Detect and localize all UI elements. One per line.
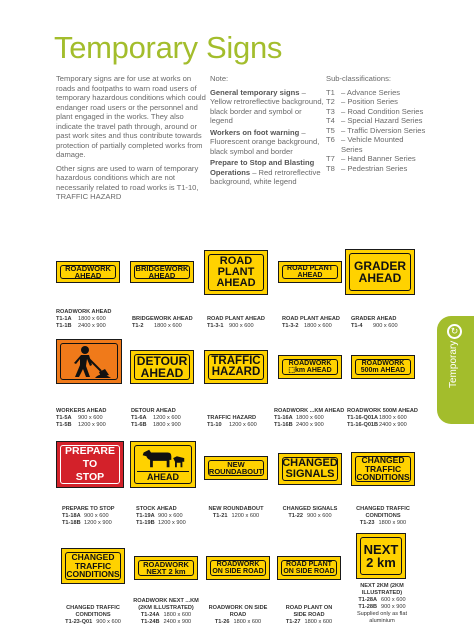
sign-caption <box>56 309 126 330</box>
note-block-text: – Yellow retroreflective background, black border and symbol or legend <box>210 87 324 125</box>
sign-legend: CHANGED SIGNALS <box>282 457 338 480</box>
sign-size: 900 x 600 <box>84 513 109 519</box>
sign-legend: ROADWORK AHEAD <box>60 265 116 279</box>
sign-caption-title: NEW ROUNDABOUT <box>208 506 264 512</box>
sign-caption-title: CHANGED SIGNALS <box>282 506 338 512</box>
sign-code: T1-22 <box>288 513 304 519</box>
sign-legend: ROADWORK 500m AHEAD <box>355 359 411 375</box>
sign-roadwork-km-ahead <box>278 355 342 379</box>
sign-caption <box>130 598 202 626</box>
sign-size: 900 x 600 <box>307 513 332 519</box>
sign-caption-title: ROADWORK ON SIDE ROAD <box>208 605 268 618</box>
sign-size: 900 x 600 <box>373 323 398 329</box>
note-block <box>210 88 325 126</box>
sign-caption-row <box>56 323 126 330</box>
sign-changed-traffic-conditions-small <box>61 548 125 584</box>
sign-caption <box>62 506 132 527</box>
intro-paragraph: Temporary signs are for use at works on roads and footpaths to warn road users of temporary hazardous conditions which could endanger road users or the personnel and plant engaged in the works. They also indicate the travel path through, around or past work sites and thus contribute towards protection of partially completed works from damage. <box>56 74 206 159</box>
sign-code: T1-28A <box>358 597 378 603</box>
sign-size: 900 x 600 <box>229 323 254 329</box>
subclassification-item <box>326 97 426 107</box>
subclassification-code: T3 <box>326 106 335 116</box>
sign-size: 900 x 600 <box>96 619 121 625</box>
sign-code: T1-23-Q01 <box>65 619 93 625</box>
sign-code: T1-23 <box>359 520 375 526</box>
sign-size: 1800 x 600 <box>154 323 182 329</box>
sign-caption-title: ROADWORK NEXT ...KM (2KM ILLUSTRATED) <box>133 598 199 611</box>
sign-road-plant-on-side-road <box>277 556 341 580</box>
subclassification-text: – Road Condition Series <box>341 106 424 116</box>
sign-size: 2400 x 900 <box>78 323 106 329</box>
sign-size: 1200 x 900 <box>158 520 186 526</box>
sign-prepare-to-stop <box>56 441 124 488</box>
sign-size: 1800 x 600 <box>379 415 407 421</box>
intro-paragraph: Other signs are used to warn of temporary hazardous conditions which are not necessarily related to road works is T1-10, TRAFFIC HAZARD <box>56 163 199 201</box>
subclassification-heading: Sub-classifications: <box>326 74 391 83</box>
sign-caption-row <box>56 415 126 422</box>
sign-caption-row <box>62 513 132 520</box>
sign-size: 1800 x 600 <box>304 619 333 625</box>
sign-caption-row <box>131 422 201 429</box>
sign-caption-row <box>136 520 206 527</box>
sign-size: 1800 x 600 <box>78 316 106 322</box>
sign-new-roundabout <box>204 456 268 480</box>
sign-changed-traffic-conditions <box>351 452 415 486</box>
sign-caption <box>351 316 421 330</box>
sign-stock-ahead <box>130 441 196 488</box>
subclassification-code: T7 <box>326 154 335 163</box>
sign-caption-title: STOCK AHEAD <box>136 506 177 512</box>
sign-caption-row <box>130 612 202 619</box>
sign-size: 2400 x 900 <box>163 619 192 625</box>
sign-caption-row <box>351 323 421 330</box>
subclassification-item <box>326 107 426 117</box>
sign-legend: CHANGED TRAFFIC CONDITIONS <box>66 552 120 580</box>
sign-caption <box>207 415 277 429</box>
sign-caption-row <box>274 415 349 422</box>
sign-caption-row <box>351 597 413 604</box>
subclassification-text: – Traffic Diversion Series <box>341 125 426 135</box>
sign-caption-title: NEXT 2KM (2KM ILLUSTRATED) <box>360 583 404 596</box>
sign-caption-row <box>56 316 126 323</box>
sign-legend: ROADWORK NEXT 2 km <box>138 560 194 576</box>
sign-size: 1800 x 600 <box>304 323 332 329</box>
sign-caption-title: TRAFFIC HAZARD <box>207 415 257 421</box>
temporary-icon: ↻ <box>447 324 462 339</box>
note-block-title: General temporary signs <box>210 87 300 97</box>
sign-caption-row <box>280 513 340 520</box>
sign-caption-row <box>282 323 352 330</box>
sign-caption-row <box>58 619 128 626</box>
sign-caption <box>347 408 425 429</box>
subclassification-list <box>326 74 426 173</box>
sign-legend: ROAD PLANT AHEAD <box>282 265 338 279</box>
sign-caption-row <box>208 619 268 626</box>
sign-legend: NEXT 2 km <box>360 537 402 575</box>
sign-caption <box>208 605 268 626</box>
sign-next-km <box>356 533 406 579</box>
sign-code: T1-1B <box>56 323 72 329</box>
sign-caption-row <box>347 422 425 429</box>
sign-caption-row <box>347 415 425 422</box>
sign-caption <box>132 316 202 330</box>
sign-traffic-hazard <box>204 350 268 384</box>
sign-caption <box>207 316 277 330</box>
sign-code: T1-16-Q01B <box>347 422 379 428</box>
note-block <box>210 128 325 157</box>
sign-detour-ahead <box>130 350 194 384</box>
sign-caption-title: DETOUR AHEAD <box>131 408 176 414</box>
subclassification-code: T6 <box>326 135 335 144</box>
subclassification-text: – Pedestrian Series <box>341 163 408 173</box>
note-block <box>210 158 325 187</box>
sign-code: T1-27 <box>285 619 301 625</box>
subclassification-code: T8 <box>326 163 335 173</box>
sign-size: 1800 x 600 <box>296 415 324 421</box>
sign-caption <box>58 605 128 626</box>
sign-caption <box>282 316 352 330</box>
sign-roadwork-500m-ahead <box>351 355 415 379</box>
intro-text <box>56 74 206 206</box>
sign-size: 1200 x 600 <box>231 513 260 519</box>
note-block-title: Prepare to Stop and Blasting Operations <box>210 158 315 177</box>
sign-caption-row <box>136 513 206 520</box>
section-tab[interactable] <box>437 316 474 424</box>
sign-caption-title: ROADWORK ...KM AHEAD <box>274 408 345 414</box>
note-block-text: – Fluorescent orange background, black symbol and border <box>210 127 320 156</box>
sign-caption-row <box>131 415 201 422</box>
sign-caption-title: ROAD PLANT AHEAD <box>207 316 265 322</box>
sign-legend: TRAFFIC HAZARD <box>208 354 264 380</box>
subclassification-text: – Hand Banner Series <box>341 154 416 163</box>
sign-legend: DETOUR AHEAD <box>134 354 190 380</box>
sign-legend: GRADER AHEAD <box>349 253 411 291</box>
sign-legend: CHANGED TRAFFIC CONDITIONS <box>356 455 410 483</box>
sign-roadwork-ahead <box>56 261 120 283</box>
sign-code: T1-5B <box>56 422 72 428</box>
sign-caption <box>136 506 206 527</box>
sign-road-plant-ahead-wide <box>278 261 342 283</box>
sign-roadwork-next-km <box>134 556 198 580</box>
sign-code: T1-16-Q01A <box>347 415 379 421</box>
sign-caption <box>280 506 340 520</box>
sign-code: T1-21 <box>212 513 228 519</box>
sign-caption-title: WORKERS AHEAD <box>56 408 107 414</box>
sign-grader-ahead <box>345 249 415 295</box>
subclassification-code: T2 <box>326 97 335 106</box>
subclassification-code: T5 <box>326 125 335 135</box>
sign-legend: AHEAD <box>137 471 189 482</box>
sign-size: 1800 x 900 <box>378 520 407 526</box>
note-block-title: Workers on foot warning <box>210 127 300 137</box>
sign-caption-title: ROAD PLANT AHEAD <box>282 316 340 322</box>
sign-caption <box>206 506 266 520</box>
sign-size: 900 x 600 <box>158 513 183 519</box>
sign-size: 600 x 600 <box>381 597 406 603</box>
sign-code: T1-18A <box>62 513 81 519</box>
sign-size: 2400 x 900 <box>296 422 324 428</box>
sign-caption-row <box>351 604 413 611</box>
sign-code: T1-24B <box>140 619 160 625</box>
sign-legend: NEW ROUNDABOUT <box>208 459 264 476</box>
sign-caption-title: ROAD PLANT ON SIDE ROAD <box>285 605 333 618</box>
sign-size: 1200 x 600 <box>229 422 257 428</box>
sign-caption-row <box>207 422 277 429</box>
workers-symbol <box>60 343 118 380</box>
sign-code: T1-10 <box>207 422 222 428</box>
sign-code: T1-19A <box>136 513 155 519</box>
subclassification-text: – Position Series <box>341 97 398 106</box>
sign-code: T1-3-2 <box>282 323 299 329</box>
cow-and-calf-icon <box>138 447 188 471</box>
sign-caption-row <box>207 323 277 330</box>
sign-caption <box>274 408 349 429</box>
sign-caption-title: CHANGED TRAFFIC CONDITIONS <box>66 605 120 618</box>
sign-roadwork-on-side-road <box>206 556 270 580</box>
subclassification-item <box>326 135 426 154</box>
sign-size: 1200 x 600 <box>153 415 181 421</box>
subclassification-code: T4 <box>326 116 335 125</box>
subclassification-item <box>326 126 426 136</box>
sign-code: T1-4 <box>351 323 363 329</box>
sign-legend: PREPARE TO STOP <box>60 445 120 484</box>
sign-caption-row <box>132 323 202 330</box>
sign-caption <box>348 506 418 527</box>
subclassification-code: T1 <box>326 87 335 97</box>
sign-caption-row <box>130 619 202 626</box>
subclassification-item <box>326 116 426 126</box>
sign-caption-row <box>206 513 266 520</box>
note-heading: Note: <box>210 74 229 83</box>
sign-code: T1-5A <box>56 415 72 421</box>
sign-caption-title: BRIDGEWORK AHEAD <box>132 316 193 322</box>
sign-code: T1-3-1 <box>207 323 224 329</box>
sign-legend: BRIDGEWORK AHEAD <box>135 263 189 280</box>
sign-code: T1-24A <box>140 612 160 618</box>
page-title: Temporary Signs <box>54 30 283 65</box>
sign-caption <box>279 605 339 626</box>
sign-caption-row <box>279 619 339 626</box>
stock-panel <box>134 445 192 484</box>
sign-bridgework-ahead <box>130 261 194 283</box>
sign-changed-signals <box>278 453 342 485</box>
sign-caption-row <box>56 422 126 429</box>
subclassification-text: – Advance Series <box>341 87 401 97</box>
subclassification-text: – Special Hazard Series <box>341 116 423 125</box>
sign-code: T1-6A <box>131 415 147 421</box>
sign-legend: ROAD PLANT ON SIDE ROAD <box>281 560 337 576</box>
sign-code: T1-16A <box>274 415 293 421</box>
subclassification-item <box>326 88 426 98</box>
subclassification-item <box>326 164 426 174</box>
sign-code: T1-28B <box>358 604 378 610</box>
sign-caption <box>131 408 201 429</box>
subclassification-item <box>326 154 426 164</box>
sign-caption <box>56 408 126 429</box>
sign-code: T1-1A <box>56 316 72 322</box>
sign-legend: ROAD PLANT AHEAD <box>208 254 264 291</box>
sign-size: 1800 x 600 <box>233 619 262 625</box>
sign-code: T1-2 <box>132 323 144 329</box>
sign-legend: ROADWORK ON SIDE ROAD <box>210 560 266 576</box>
subclassification-text: – Vehicle Mounted Series <box>341 135 404 154</box>
sign-caption-title: PREPARE TO STOP <box>62 506 115 512</box>
sign-caption-title: CHANGED TRAFFIC CONDITIONS <box>356 506 410 519</box>
sign-supply-note: Supplied only as flat aluminium <box>356 611 408 624</box>
sign-code: T1-19B <box>136 520 155 526</box>
note-panel <box>210 74 325 189</box>
section-tab-label: Temporary <box>448 340 459 388</box>
sign-size: 900 x 600 <box>78 415 103 421</box>
sign-caption-row <box>348 520 418 527</box>
sign-size: 900 x 900 <box>381 604 406 610</box>
sign-legend: ROADWORK ⬚km AHEAD <box>282 359 338 375</box>
sign-caption-title: ROADWORK 500M AHEAD <box>347 408 418 414</box>
sign-size: 1800 x 600 <box>163 612 192 618</box>
sign-caption-row <box>62 520 132 527</box>
sign-code: T1-26 <box>214 619 230 625</box>
sign-code: T1-6B <box>131 422 147 428</box>
sign-size: 2400 x 900 <box>379 422 407 428</box>
sign-workers-ahead <box>56 339 122 384</box>
sign-code: T1-18B <box>62 520 81 526</box>
sign-size: 1200 x 900 <box>78 422 106 428</box>
sign-road-plant-ahead <box>204 250 268 295</box>
sign-caption-title: GRADER AHEAD <box>351 316 397 322</box>
sign-size: 1800 x 900 <box>153 422 181 428</box>
sign-size: 1200 x 900 <box>84 520 112 526</box>
note-block-text: – Red retroreflective background, white legend <box>210 167 321 186</box>
sign-caption-row <box>274 422 349 429</box>
sign-code: T1-16B <box>274 422 293 428</box>
worker-with-shovel-icon <box>65 345 113 379</box>
sign-caption-title: ROADWORK AHEAD <box>56 309 112 315</box>
sign-caption <box>351 583 413 625</box>
